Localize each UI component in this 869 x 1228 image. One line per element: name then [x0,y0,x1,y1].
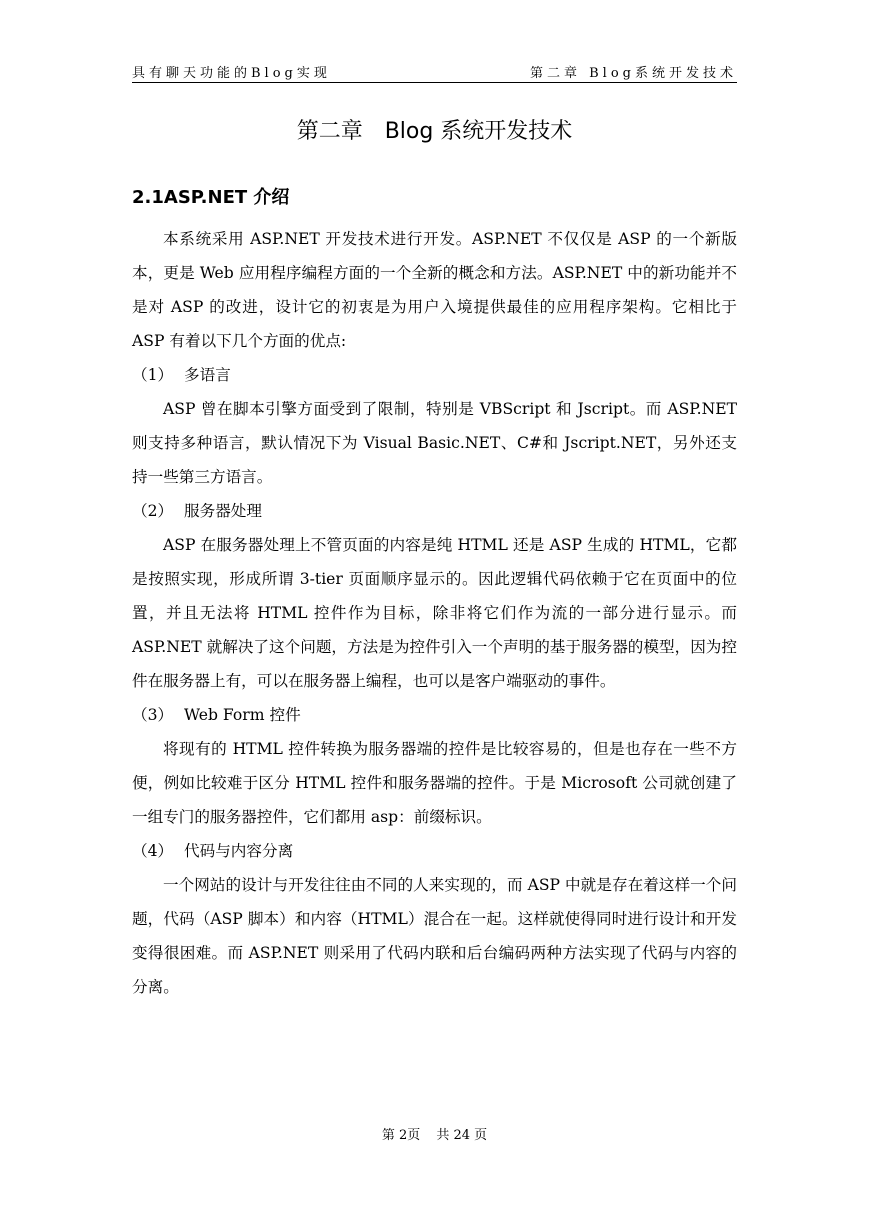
item-heading [132,834,737,868]
item-paragraph: 将现有的 HTML 控件转换为服务器端的控件是比较容易的，但是也存在一些不方便，例如比较难于区分 HTML 控件和服务器端的控件。于是 Microsoft 公司就创建了一组专门的服务器控件，它们都用 asp：前缀标识。 [132,740,737,826]
item-number: （4） [132,842,174,860]
item-heading [132,698,737,732]
page-footer [0,1124,869,1143]
item-number: （2） [132,502,174,520]
item-heading [132,358,737,392]
body-content [132,222,737,1004]
item-number: （1） [132,366,174,384]
item-title: Web Form 控件 [184,706,301,724]
item-title: 代码与内容分离 [184,842,294,860]
chapter-title: 第二章 Blog 系统开发技术 [296,119,573,144]
page-total: 共 24 页 [436,1128,488,1143]
item-paragraph: ASP 在服务器处理上不管页面的内容是纯 HTML 还是 ASP 生成的 HTML，它都是按照实现，形成所谓 3-tier 页面顺序显示的。因此逻辑代码依赖于它在页面中的位置，并且无法将 HTML 控件作为目标，除非将它们作为流的一部分进行显示。而 ASP.NET 就解决了这个问题，方法是为控件引入一个声明的基于服务器的模型，因为控件在服务器上有，可以在服务器上编程，也可以是客户端驱动的事件。 [132,536,737,690]
page-number: 第 2页 [381,1128,421,1143]
item-paragraph: 一个网站的设计与开发往往由不同的人来实现的，而 ASP 中就是存在着这样一个问题，代码（ASP 脚本）和内容（HTML）混合在一起。这样就使得同时进行设计和开发变得很困难。而 ASP.NET 则采用了代码内联和后台编码两种方法实现了代码与内容的分离。 [132,876,737,996]
header-right: 第二章 Blog系统开发技术 [530,66,737,81]
section-heading: 2.1ASP.NET 介绍 [132,187,290,208]
item-title: 服务器处理 [184,502,262,520]
header-left: 具有聊天功能的Blog实现 [132,66,331,81]
item-title: 多语言 [184,366,231,384]
item-number: （3） [132,706,174,724]
intro-paragraph: 本系统采用 ASP.NET 开发技术进行开发。ASP.NET 不仅仅是 ASP 的一个新版本，更是 Web 应用程序编程方面的一个全新的概念和方法。ASP.NET 中的新功能并不是对 ASP 的改进，设计它的初衷是为用户入境提供最佳的应用程序架构。它相比于 ASP 有着以下几个方面的优点: [132,230,737,350]
item-heading [132,494,737,528]
running-header [132,58,737,83]
item-paragraph: ASP 曾在脚本引擎方面受到了限制，特别是 VBScript 和 Jscript。而 ASP.NET 则支持多种语言，默认情况下为 Visual Basic.NET、C#和 Jscript.NET，另外还支持一些第三方语言。 [132,400,737,486]
